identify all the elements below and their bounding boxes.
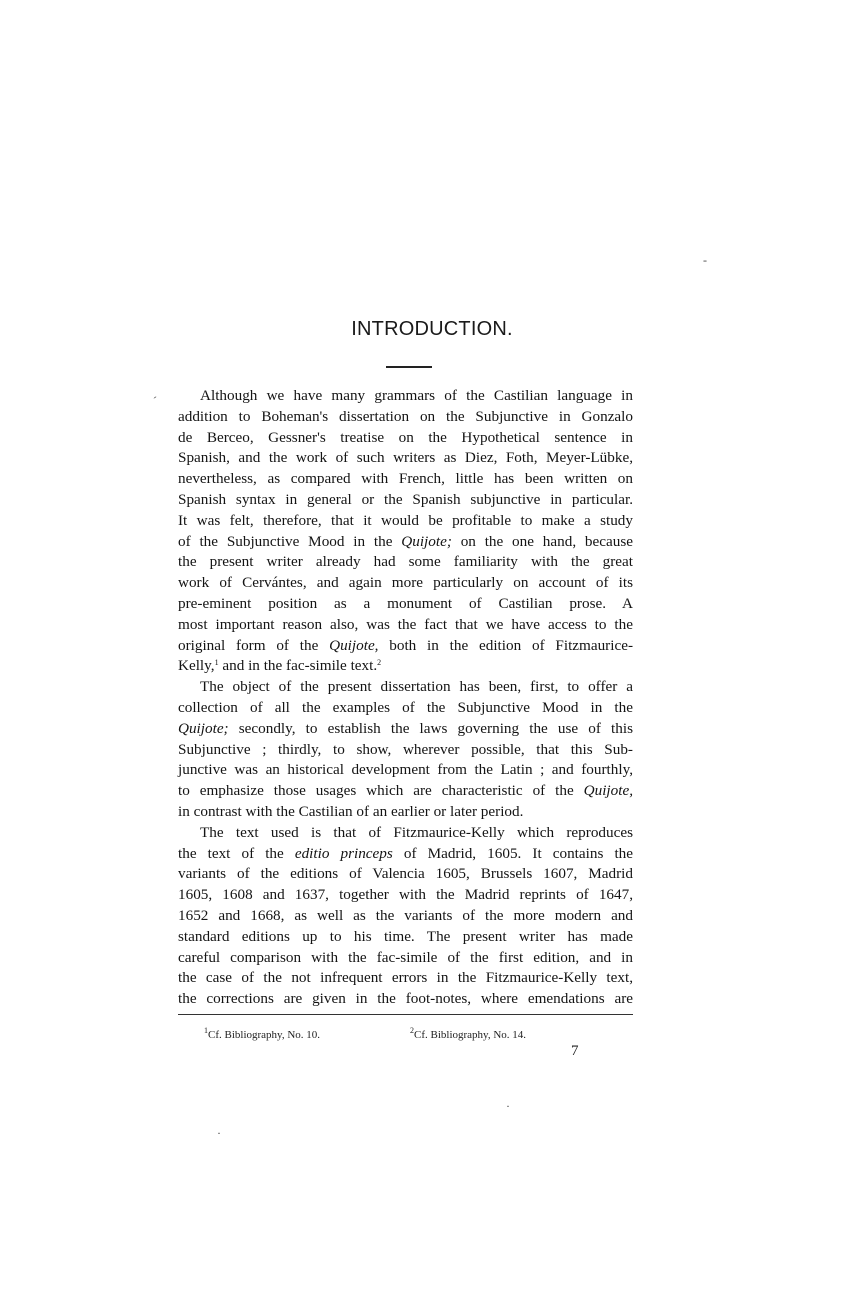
footnote-ref-1: 1 (214, 658, 219, 668)
paragraph-1-line-3: de Berceo, Gessner's treatise on the Hypothetical sentence in (178, 428, 633, 446)
paragraph-1-line-8 (178, 532, 633, 553)
line-text: secondly, to establish the laws governing the use of this (228, 719, 633, 737)
footnote-text: Cf. Bibliography, No. 10. (208, 1029, 321, 1041)
line-text: and in the fac-simile text. (218, 657, 378, 675)
paragraph-2-line-4: Subjunctive ; thirdly, to show, wherever possible, that this Sub- (178, 740, 633, 758)
paragraph-2-line-5: junctive was an historical development from the Latin ; and fourthly, (178, 761, 633, 779)
footnote-mark: 2 (410, 1026, 414, 1035)
page-number: 7 (571, 1043, 579, 1059)
paragraph-3-line-6: standard editions up to his time. The present writer has made (178, 927, 633, 945)
paragraph-3-line-4: 1605, 1608 and 1637, together with the Madrid reprints of 1647, (178, 886, 633, 904)
body-text (178, 386, 633, 1010)
paragraph-3-line-3: variants of the editions of Valencia 1605, Brussels 1607, Madrid (178, 865, 633, 883)
title-rule (386, 366, 432, 368)
paragraph-1-line-6: Spanish syntax in general or the Spanish subjunctive in particular. (178, 490, 633, 508)
paragraph-1-line-1: Although we have many grammars of the Castilian language in (200, 387, 633, 404)
paragraph-1-line-2: addition to Boheman's dissertation on the Subjunctive in Gonzalo (178, 407, 633, 425)
line-text: both in the edition of Fitzmaurice- (378, 636, 634, 654)
footnote-mark: 1 (204, 1026, 208, 1035)
paragraph-2-line-2: collection of all the examples of the Subjunctive Mood in the (178, 698, 633, 716)
line-text: on the one hand, because (451, 532, 633, 550)
italic-editio-princeps: editio princeps (294, 844, 393, 862)
paragraph-3-line-2 (178, 844, 633, 865)
stray-mark-left: ˏ (153, 385, 157, 399)
paragraph-1-line-5: nevertheless, as compared with French, little has been written on (178, 470, 633, 488)
paragraph-3-line-7: careful comparison with the fac-simile of the first edition, and in (178, 948, 633, 966)
page-title: INTRODUCTION. (351, 318, 513, 340)
paragraph-2-line-7: in contrast with the Castilian of an earlier or later period. (178, 802, 524, 820)
paragraph-1-line-12: most important reason also, was the fact that we have access to the (178, 615, 633, 633)
paragraph-3-line-8: the case of the not infrequent errors in the Fitzmaurice-Kelly text, (178, 969, 633, 987)
italic-title-quijote: Quijote; (178, 719, 229, 737)
line-text: original form of the (178, 636, 330, 654)
footnote-ref-2: 2 (377, 658, 382, 668)
line-text: of Madrid, 1605. It contains the (392, 844, 633, 862)
footnote-text: Cf. Bibliography, No. 14. (414, 1029, 527, 1041)
footnote-rule (178, 1014, 633, 1015)
paragraph-3-line-9: the corrections are given in the foot-notes, where emendations are (178, 990, 633, 1008)
paragraph-1-line-4: Spanish, and the work of such writers as Diez, Foth, Meyer-Lübke, (178, 449, 633, 467)
paragraph-1-line-9: the present writer already had some familiarity with the great (178, 553, 633, 571)
line-text: Kelly, (178, 657, 215, 675)
paragraph-2-line-1: The object of the present dissertation has been, first, to offer a (200, 678, 633, 696)
stray-mark-bottom: · (506, 1099, 510, 1113)
italic-title-quijote: Quijote; (401, 532, 452, 550)
footnote-1 (204, 1026, 321, 1042)
stray-mark-top-right: - (703, 253, 707, 267)
line-text: to emphasize those usages which are characteristic of the (178, 782, 584, 800)
paragraph-1-line-14 (178, 656, 633, 677)
paragraph-1-line-10: work of Cervántes, and again more particularly on account of its (178, 574, 633, 592)
paragraph-3-line-1: The text used is that of Fitzmaurice-Kelly which reproduces (200, 823, 633, 841)
footnote-2 (410, 1026, 527, 1042)
stray-mark-bottom-left: · (217, 1126, 221, 1140)
paragraph-1-line-13 (178, 636, 633, 657)
italic-title-quijote: Quijote, (329, 636, 379, 654)
paragraph-1-line-7: It was felt, therefore, that it would be profitable to make a study (178, 511, 633, 529)
line-text: the text of the (178, 844, 295, 862)
paragraph-3-line-5: 1652 and 1668, as well as the variants of the more modern and (178, 906, 633, 924)
italic-title-quijote: Quijote, (583, 782, 633, 800)
line-text: of the Subjunctive Mood in the (178, 532, 402, 550)
paragraph-1-line-11: pre-eminent position as a monument of Castilian prose. A (178, 594, 633, 612)
paragraph-2-line-6 (178, 781, 633, 802)
paragraph-2-line-3 (178, 719, 633, 740)
